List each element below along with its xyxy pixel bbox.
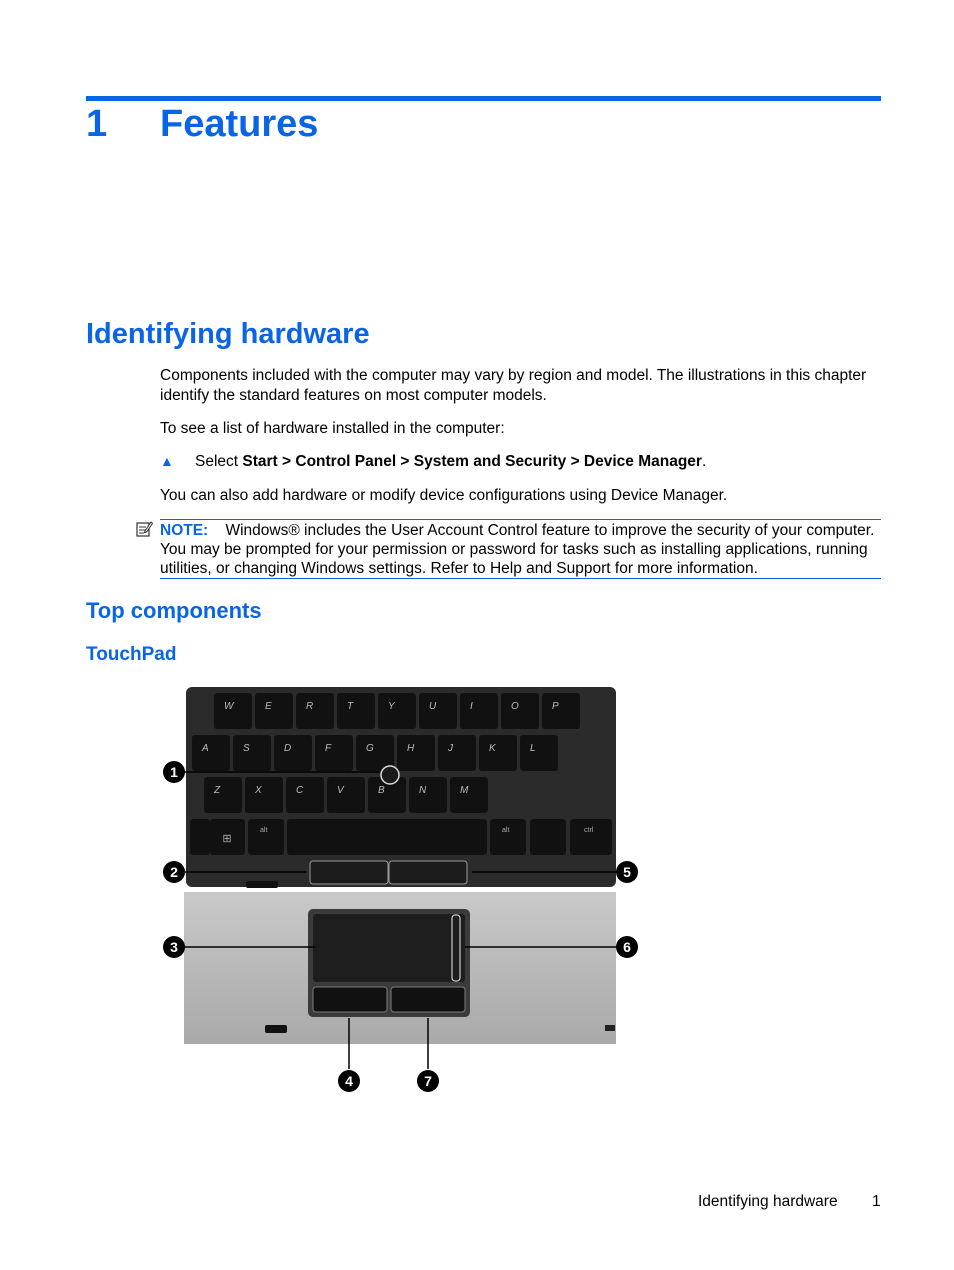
key-e xyxy=(255,693,293,729)
key-label-j: J xyxy=(448,743,453,754)
key-label-c: C xyxy=(296,785,304,796)
key-v xyxy=(327,777,365,813)
key-label-y: Y xyxy=(388,701,395,712)
key-fn xyxy=(190,819,210,855)
key-label-s: S xyxy=(243,743,250,754)
pointing-stick-left-button xyxy=(310,861,388,884)
key-c xyxy=(286,777,324,813)
intro-paragraph: Components included with the computer may vary by region and model. The illustrations in this chapter identify the standard features on most computer models. xyxy=(160,367,867,404)
key-d xyxy=(274,735,312,771)
palm-rest-vent xyxy=(605,1025,615,1031)
step-suffix: . xyxy=(701,453,707,470)
key-n xyxy=(409,777,447,813)
key-label-f: F xyxy=(325,743,332,754)
callout-label-3: 3 xyxy=(170,939,178,955)
key-r xyxy=(296,693,334,729)
key-row-2 xyxy=(192,735,558,771)
key-label-m: M xyxy=(460,785,469,796)
callout-label-6: 6 xyxy=(623,939,631,955)
key-label-x: X xyxy=(255,785,262,796)
note-box xyxy=(160,519,881,579)
fingerprint-reader xyxy=(246,881,278,888)
key-o xyxy=(501,693,539,729)
note-icon xyxy=(135,520,153,538)
key-l xyxy=(520,735,558,771)
key-label-k: K xyxy=(489,743,496,754)
callout-label-1: 1 xyxy=(170,764,178,780)
callout-label-4: 4 xyxy=(345,1073,353,1089)
key-ctrl-right-label: ctrl xyxy=(584,827,594,834)
callout-label-2: 2 xyxy=(170,864,178,880)
step-prefix: Select xyxy=(195,453,243,470)
key-ctrl-right xyxy=(570,819,612,855)
key-label-n: N xyxy=(419,785,427,796)
step-text xyxy=(195,452,706,472)
key-label-e: E xyxy=(265,701,272,712)
touchpad-left-button xyxy=(313,987,387,1012)
key-alt-right-label: alt xyxy=(502,827,510,834)
note-label: NOTE: xyxy=(160,522,209,539)
key-label-v: V xyxy=(337,785,344,796)
key-alt-left xyxy=(248,819,284,855)
key-alt-left-label: alt xyxy=(260,827,268,834)
key-m xyxy=(450,777,488,813)
palm-rest-indicator xyxy=(265,1025,287,1033)
subsection-title: Top components xyxy=(86,598,262,623)
chapter-number: 1 xyxy=(86,103,108,145)
key-p xyxy=(542,693,580,729)
key-label-w: W xyxy=(224,701,234,712)
key-a xyxy=(192,735,230,771)
key-label-t: T xyxy=(347,701,354,712)
touchpad-figure xyxy=(160,685,642,1095)
key-h xyxy=(397,735,435,771)
key-t xyxy=(337,693,375,729)
see-list-paragraph: To see a list of hardware installed in the computer: xyxy=(160,420,505,437)
subsubsection-title: TouchPad xyxy=(86,644,177,665)
key-row-1 xyxy=(214,693,580,729)
footer-page-number: 1 xyxy=(872,1193,881,1210)
key-y xyxy=(378,693,416,729)
key-alt-right xyxy=(490,819,526,855)
key-label-z: Z xyxy=(214,785,221,796)
windows-logo-icon: ⊞ xyxy=(222,833,232,845)
chapter-title: Features xyxy=(160,103,319,145)
key-x xyxy=(245,777,283,813)
key-u xyxy=(419,693,457,729)
pointing-stick-right-button xyxy=(389,861,467,884)
touchpad-right-button xyxy=(391,987,465,1012)
key-label-o: O xyxy=(511,701,519,712)
callout-label-5: 5 xyxy=(623,864,631,880)
callout-label-7: 7 xyxy=(424,1073,432,1089)
section-title: Identifying hardware xyxy=(86,318,370,350)
key-label-h: H xyxy=(407,743,415,754)
key-label-p: P xyxy=(552,701,559,712)
also-add-paragraph: You can also add hardware or modify device configurations using Device Manager. xyxy=(160,487,728,504)
key-label-a: A xyxy=(202,743,209,754)
triangle-bullet-icon: ▲ xyxy=(160,453,174,469)
key-space xyxy=(287,819,487,855)
key-s xyxy=(233,735,271,771)
step-path: Start > Control Panel > System and Security > Device Manager xyxy=(242,453,702,470)
key-label-g: G xyxy=(366,743,374,754)
key-row-3 xyxy=(204,777,488,813)
key-k xyxy=(479,735,517,771)
key-i xyxy=(460,693,498,729)
key-label-b: B xyxy=(378,785,385,796)
key-z xyxy=(204,777,242,813)
key-label-d: D xyxy=(284,743,292,754)
pointing-stick xyxy=(381,766,399,784)
key-label-l: L xyxy=(530,743,536,754)
key-label-i: I xyxy=(470,701,473,712)
key-j xyxy=(438,735,476,771)
chapter-rule xyxy=(86,96,881,101)
key-label-r: R xyxy=(306,701,314,712)
touchpad-zone xyxy=(313,914,465,982)
note-text: Windows® includes the User Account Control feature to improve the security of your computer. You may be prompted for your permission or password for tasks such as installing applications, running utilities, or changing Windows settings. Refer to Help and Support for more information. xyxy=(160,522,875,577)
key-label-u: U xyxy=(429,701,437,712)
key-f xyxy=(315,735,353,771)
key-menu xyxy=(530,819,566,855)
footer-title: Identifying hardware xyxy=(698,1193,838,1210)
